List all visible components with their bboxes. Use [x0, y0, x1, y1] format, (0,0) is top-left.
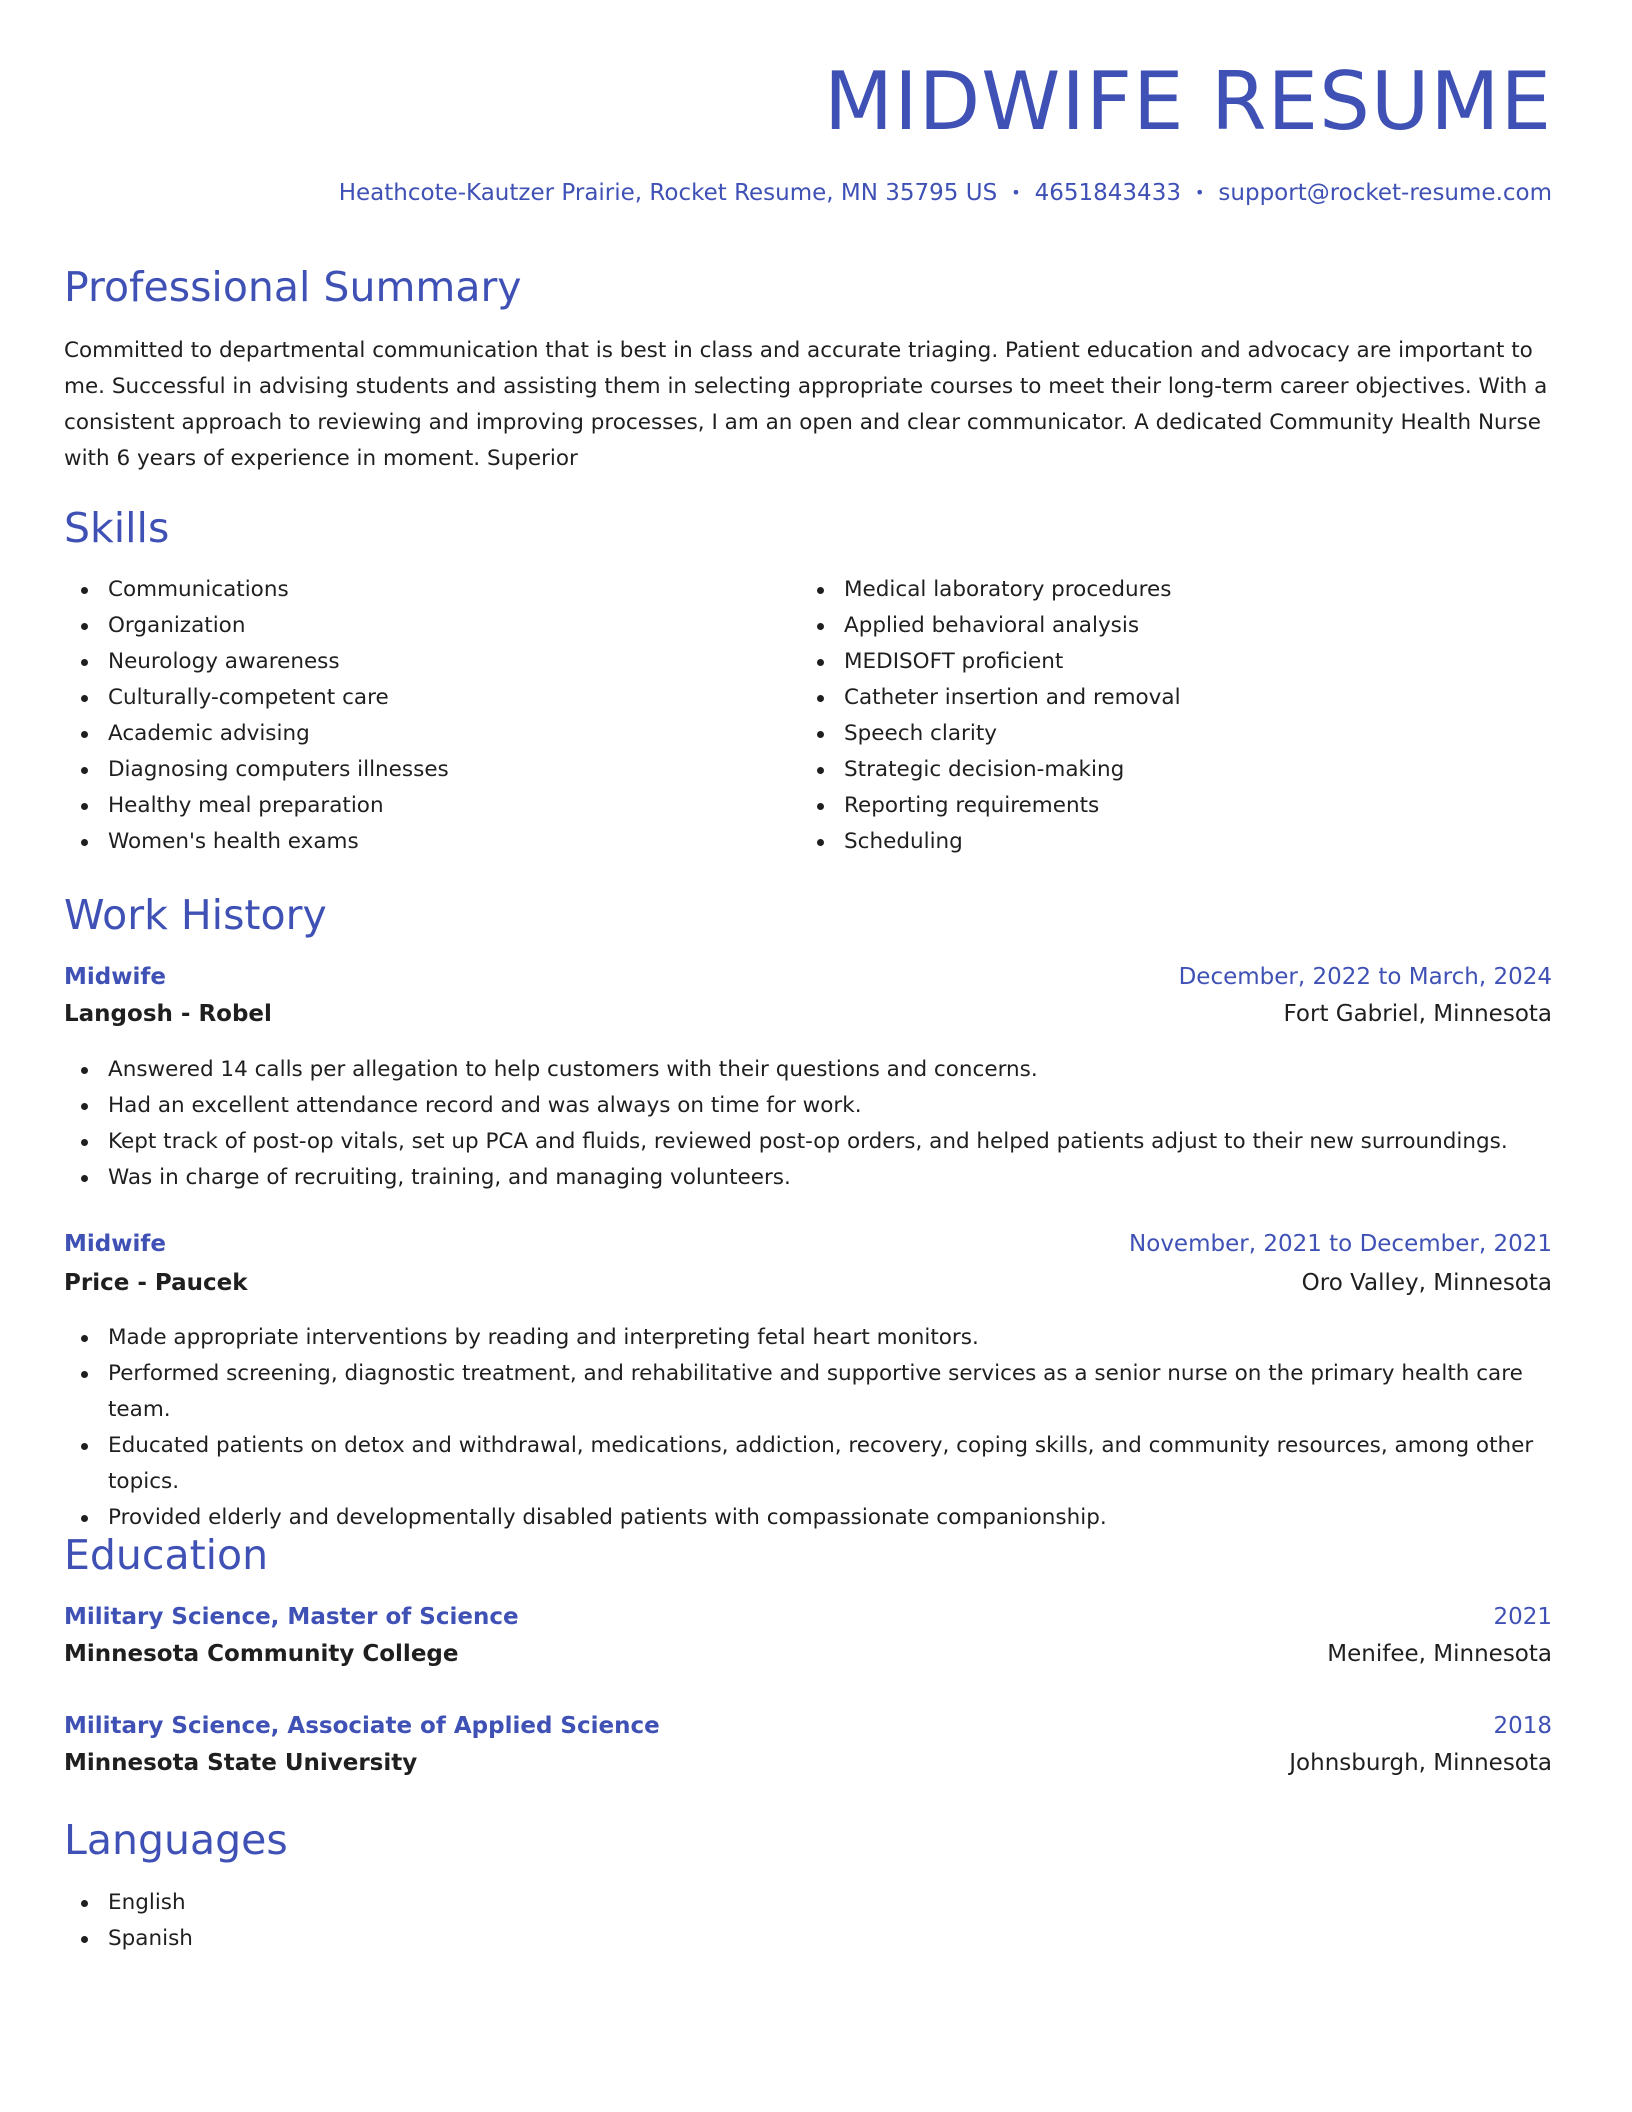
- skill-item: Diagnosing computers illnesses: [64, 752, 764, 788]
- contact-phone: 4651843433: [1034, 180, 1181, 206]
- job-bullet: Provided elderly and developmentally disabled patients with compassionate companionship.: [64, 1500, 1534, 1536]
- education-degree: Military Science, Master of Science: [64, 1604, 519, 1630]
- job-subheader: [64, 1001, 1552, 1027]
- job-bullets: [64, 1052, 1552, 1196]
- contact-address: Heathcote-Kautzer Prairie, Rocket Resume, MN 35795 US: [338, 180, 998, 206]
- job-bullet: Was in charge of recruiting, training, and managing volunteers.: [64, 1160, 1552, 1196]
- skill-item: Medical laboratory procedures: [800, 572, 1500, 608]
- job-bullet: Made appropriate interventions by reading and interpreting fetal heart monitors.: [64, 1320, 1534, 1356]
- skill-item: Catheter insertion and removal: [800, 680, 1500, 716]
- skill-item: Applied behavioral analysis: [800, 608, 1500, 644]
- job-role: Midwife: [64, 964, 166, 990]
- job-dates: November, 2021 to December, 2021: [1129, 1231, 1552, 1257]
- skill-item: Communications: [64, 572, 764, 608]
- contact-separator: •: [1011, 183, 1021, 202]
- skill-item: Academic advising: [64, 716, 764, 752]
- language-item: English: [64, 1885, 764, 1921]
- education-degree: Military Science, Associate of Applied Science: [64, 1713, 660, 1739]
- education-header: [64, 1604, 1552, 1630]
- section-title-summary: Professional Summary: [64, 263, 522, 311]
- skill-item: Strategic decision-making: [800, 752, 1500, 788]
- skills-list-right: [800, 572, 1500, 860]
- section-title-skills: Skills: [64, 504, 170, 552]
- job-dates: December, 2022 to March, 2024: [1178, 964, 1552, 990]
- job-role: Midwife: [64, 1231, 166, 1257]
- skills-list-left: [64, 572, 764, 860]
- education-subheader: [64, 1750, 1552, 1776]
- skill-item: MEDISOFT proficient: [800, 644, 1500, 680]
- section-title-languages: Languages: [64, 1816, 288, 1864]
- job-company: Langosh - Robel: [64, 1001, 272, 1027]
- section-title-education: Education: [64, 1531, 269, 1579]
- job-bullet: Answered 14 calls per allegation to help customers with their questions and concerns.: [64, 1052, 1552, 1088]
- language-item: Spanish: [64, 1921, 764, 1957]
- skill-item: Healthy meal preparation: [64, 788, 764, 824]
- contact-email[interactable]: support@rocket-resume.com: [1218, 180, 1552, 206]
- job-header: [64, 964, 1552, 990]
- job-location: Fort Gabriel, Minnesota: [1283, 1001, 1552, 1027]
- education-school: Minnesota Community College: [64, 1641, 459, 1667]
- job-subheader: [64, 1270, 1552, 1296]
- resume-page: [64, 0, 1552, 1951]
- skill-item: Scheduling: [800, 824, 1500, 860]
- job-bullets: [64, 1320, 1534, 1536]
- education-year: 2021: [1493, 1604, 1552, 1630]
- education-location: Menifee, Minnesota: [1327, 1641, 1552, 1667]
- contact-separator: •: [1194, 183, 1205, 202]
- section-title-work: Work History: [64, 891, 327, 939]
- contact-line: [339, 180, 1552, 206]
- job-location: Oro Valley, Minnesota: [1301, 1270, 1552, 1296]
- skill-item: Speech clarity: [800, 716, 1500, 752]
- job-bullet: Educated patients on detox and withdrawal, medications, addiction, recovery, coping skills, and community resources, among other topics.: [64, 1428, 1534, 1500]
- education-school: Minnesota State University: [64, 1750, 418, 1776]
- job-header: [64, 1231, 1552, 1257]
- summary-text: Committed to departmental communication that is best in class and accurate triaging. Patient education and advocacy are important to me. Successful in advising students and assisting them in selecting appropriate courses to meet their long-term career objectives. With a consistent approach to reviewing and improving processes, I am an open and clear communicator. A dedicated Community Health Nurse with 6 years of experience in moment. Superior: [64, 338, 1548, 471]
- job-company: Price - Paucek: [64, 1270, 248, 1296]
- skill-item: Culturally-competent care: [64, 680, 764, 716]
- skill-item: Women's health exams: [64, 824, 764, 860]
- job-bullet: Performed screening, diagnostic treatment, and rehabilitative and supportive services as a senior nurse on the primary health care team.: [64, 1356, 1534, 1428]
- education-subheader: [64, 1641, 1552, 1667]
- skill-item: Reporting requirements: [800, 788, 1500, 824]
- skill-item: Organization: [64, 608, 764, 644]
- education-year: 2018: [1493, 1713, 1552, 1739]
- education-header: [64, 1713, 1552, 1739]
- resume-name: MIDWIFE RESUME: [824, 55, 1552, 148]
- languages-list: [64, 1885, 764, 1957]
- job-bullet: Kept track of post-op vitals, set up PCA and fluids, reviewed post-op orders, and helped patients adjust to their new surroundings.: [64, 1124, 1552, 1160]
- job-bullet: Had an excellent attendance record and was always on time for work.: [64, 1088, 1552, 1124]
- education-location: Johnsburgh, Minnesota: [1289, 1750, 1552, 1776]
- skill-item: Neurology awareness: [64, 644, 764, 680]
